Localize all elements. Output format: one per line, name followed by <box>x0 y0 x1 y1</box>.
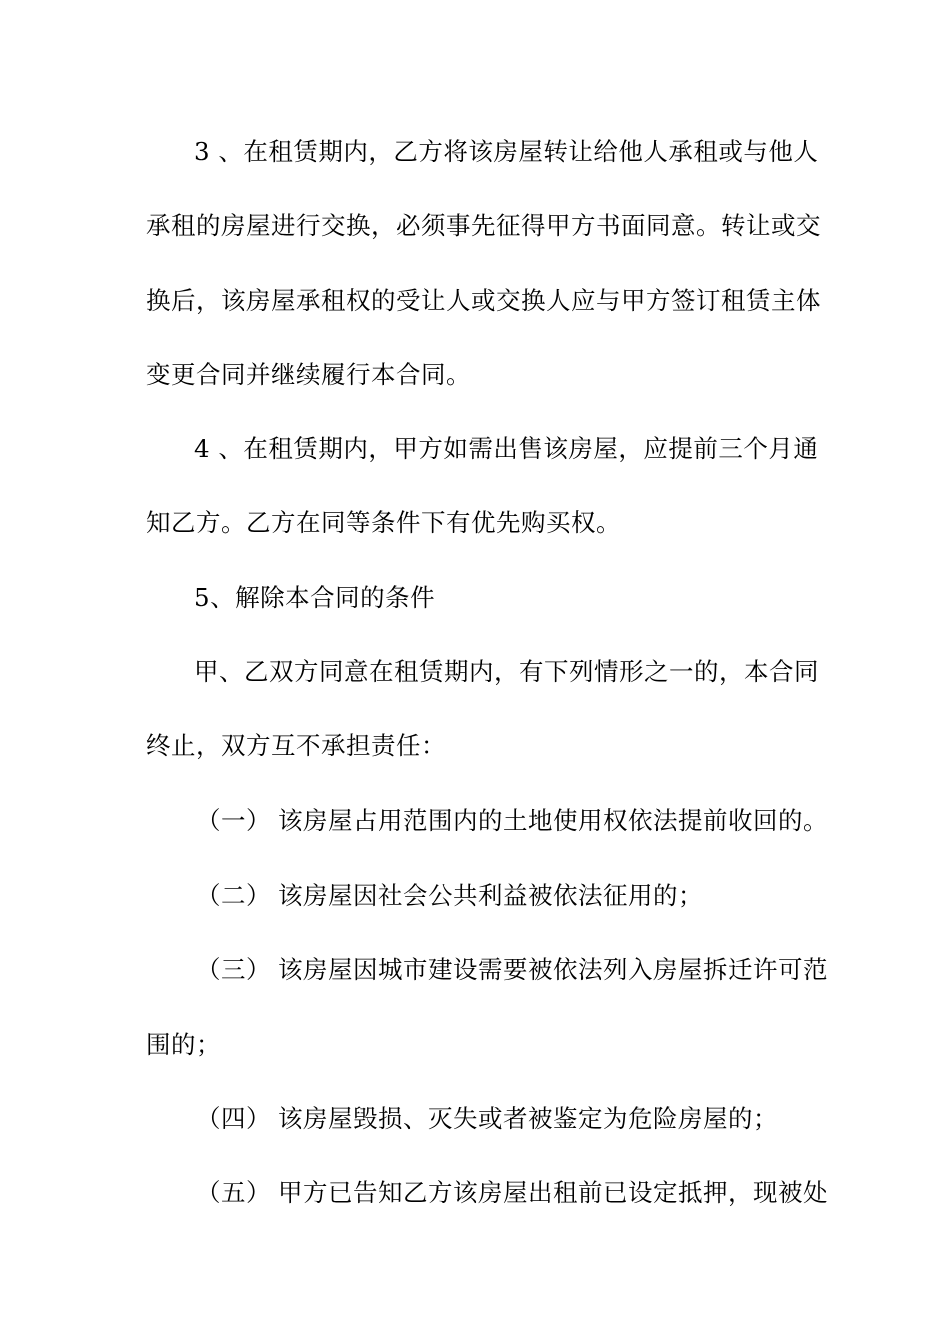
list-item-text: 该房屋因社会公共利益被依法征用的； <box>278 881 703 910</box>
clause-3-line-3: 换后，该房屋承租权的受让人或交换人应与甲方签订租赁主体 <box>146 286 821 315</box>
list-item-marker: （一） <box>196 806 271 835</box>
list-item-marker: （五） <box>196 1178 271 1207</box>
list-item <box>196 876 703 916</box>
clause-3-line-4: 变更合同并继续履行本合同。 <box>146 360 471 389</box>
list-item <box>196 950 828 990</box>
clause-3-line-1: 3 、在租赁期内，乙方将该房屋转让给他人承租或与他人 <box>194 137 819 166</box>
list-item-text: 甲方已告知乙方该房屋出租前已设定抵押，现被处 <box>278 1178 828 1207</box>
termination-intro-line-1: 甲、乙双方同意在租赁期内，有下列情形之一的，本合同 <box>194 657 819 686</box>
list-item-marker: （二） <box>196 881 271 910</box>
list-item-text: 该房屋毁损、灭失或者被鉴定为危险房屋的； <box>278 1104 778 1133</box>
list-item-text: 该房屋占用范围内的土地使用权依法提前收回的。 <box>278 806 828 835</box>
termination-intro-line-2: 终止，双方互不承担责任： <box>146 731 446 760</box>
list-item <box>196 1099 778 1139</box>
list-item-marker: （三） <box>196 955 271 984</box>
clause-4-line-2: 知乙方。乙方在同等条件下有优先购买权。 <box>146 508 621 537</box>
list-item-continuation: 围的； <box>146 1030 221 1059</box>
clause-4-line-1: 4 、在租赁期内，甲方如需出售该房屋，应提前三个月通 <box>194 434 819 463</box>
list-item <box>196 1173 828 1213</box>
list-item-text: 该房屋因城市建设需要被依法列入房屋拆迁许可范 <box>278 955 828 984</box>
clause-3-line-2: 承租的房屋进行交换，必须事先征得甲方书面同意。转让或交 <box>146 211 821 240</box>
clause-5-heading: 5、解除本合同的条件 <box>194 583 436 612</box>
list-item <box>196 801 828 841</box>
list-item-marker: （四） <box>196 1104 271 1133</box>
